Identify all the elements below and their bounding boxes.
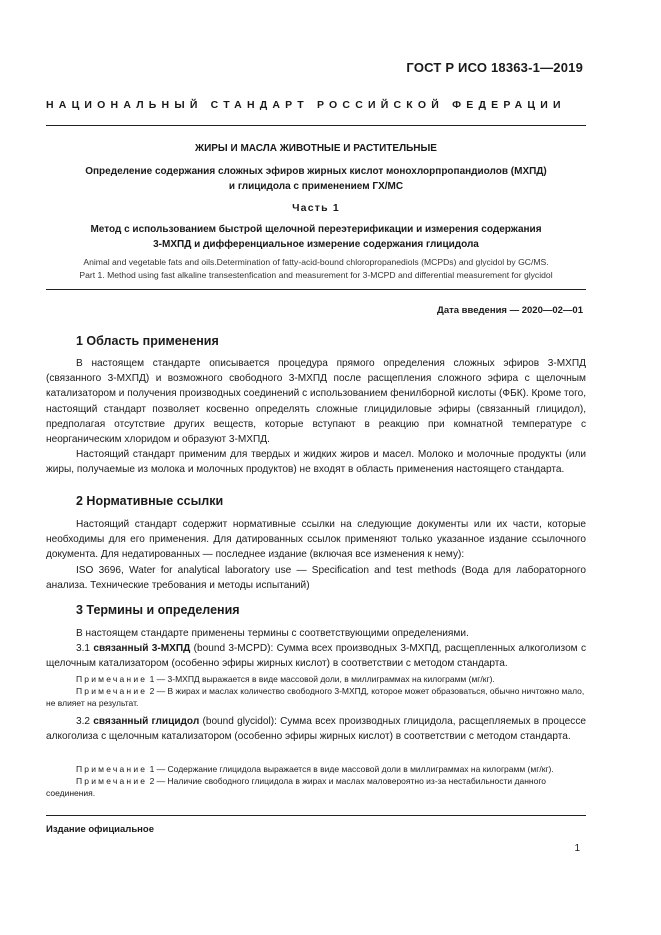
page-number: 1 (574, 843, 580, 854)
method-line-2: 3-МХПД и дифференциальное измерение содержания глицидола (153, 239, 479, 250)
english-line-1: Animal and vegetable fats and oils.Determination of fatty-acid-bound chloropropanediols (MCPDs) and glycidol by GC/MS. (83, 257, 549, 267)
note-3-2-1: Примечание 1 — Содержание глицидола выражается в виде массовой доли в миллиграммах на килограмм (мг/кг). (76, 764, 554, 774)
definition-3-2-text: (bound glycidol): Сумма всех производных глицидола, расщепляемых в процессе алкоголиза с щелочным катализатором (особенно эфиры жирных кислот) в соответствии с методом стандарта. (46, 716, 587, 743)
definition-3-2-number: 3.2 (76, 716, 94, 727)
note-label: Примечание (76, 764, 148, 774)
note-3-1-2: Примечание 2 — В жирах и маслах количество свободного 3-МХПД, которое может образоваться, обычно ничтожно мало, не влияет на результат. (46, 686, 585, 708)
definition-3-1-text: (bound 3-MCPD): Сумма всех производных 3-МХПД, расщепленных алкоголизом с щелочным катализатором (особенно эфиры жирных кислот) в соответствии с методом стандарта. (46, 643, 586, 670)
english-title (46, 256, 586, 281)
section-3-heading: 3 Термины и определения (76, 603, 240, 617)
edition-label: Издание официальное (46, 824, 154, 835)
section-1-paragraph-2: Настоящий стандарт применим для твердых и жидких жиров и масел. Молоко и молочные продукты (или жиры, получаемые из молока и молочных продуктов) не входят в область применения настоящего стандарта. (46, 449, 586, 476)
definition-3-2-notes (46, 763, 586, 799)
standard-banner: НАЦИОНАЛЬНЫЙ СТАНДАРТ РОССИЙСКОЙ ФЕДЕРАЦИИ (46, 99, 566, 111)
subtitle-line-1: Определение содержания сложных эфиров жирных кислот монохлорпропандиолов (МХПД) (85, 166, 547, 177)
note-label: Примечание (76, 674, 148, 684)
title-divider (46, 289, 586, 290)
english-line-2: Part 1. Method using fast alkaline transestenfication and measurement for 3-MCPD and differential measurement for glycidol (79, 269, 553, 280)
definition-3-1 (46, 641, 586, 671)
section-2-reference: ISO 3696, Water for analytical laboratory use — Specification and test methods (Вода для лабораторного анализа. Технические требования и методы испытаний) (46, 564, 586, 591)
footer-divider (46, 815, 586, 816)
note-3-2-2: Примечание 2 — Наличие свободного глицидола в жирах и маслах маловероятно из-за нестабильности данного соединения. (46, 776, 546, 798)
document-number: ГОСТ Р ИСО 18363-1—2019 (406, 60, 583, 75)
section-2-body (46, 517, 586, 593)
main-title: ЖИРЫ И МАСЛА ЖИВОТНЫЕ И РАСТИТЕЛЬНЫЕ (195, 143, 437, 154)
introduction-date: Дата введения — 2020—02—01 (437, 305, 583, 316)
banner-divider (46, 125, 586, 126)
section-1-body (46, 356, 586, 478)
subtitle (46, 164, 586, 194)
definition-3-2 (46, 714, 586, 744)
section-1-paragraph-1: В настоящем стандарте описывается процедура прямого определения сложных эфиров 3-МХПД (связанного 3-МХПД) и возможного свободного 3-МХПД после расщепления сложного эфира с щелочным катализатором и получения производных соединений с использованием фенилборной кислоты (ФБК). Кроме того, настоящий стандарт позволяет косвенно определять сложные глицидиловые эфиры (связанный глицидол), предполагая отсутствие других веществ, которые вступают в реакцию при комнатной температуре с неорганическим хлоридом и образуют 3-МХПД. (46, 358, 587, 446)
section-3-paragraph-1: В настоящем стандарте применены термины с соответствующими определениями. (76, 628, 469, 639)
definition-3-1-number: 3.1 (76, 643, 94, 655)
section-1-heading: 1 Область применения (76, 334, 219, 348)
part-title: Часть 1 (292, 202, 340, 214)
definition-3-1-notes (46, 673, 586, 709)
note-label: Примечание (76, 686, 148, 696)
section-2-paragraph-1: Настоящий стандарт содержит нормативные ссылки на следующие документы или их части, которые необходимы для его применения. Для датированных ссылок применяют только указанное издание ссылочного документа. Для недатированных — последнее издание (включая все изменения к нему): (46, 519, 586, 561)
note-3-1-1: Примечание 1 — 3-МХПД выражается в виде массовой доли, в миллиграммах на килограмм (мг/кг). (76, 674, 495, 684)
section-2-heading: 2 Нормативные ссылки (76, 494, 224, 508)
note-label: Примечание (76, 776, 148, 786)
definition-3-2-term: связанный глицидол (93, 716, 200, 727)
section-3-intro (46, 626, 586, 672)
method-line-1: Метод с использованием быстрой щелочной переэтерификации и измерения содержания (90, 224, 542, 235)
subtitle-line-2: и глицидола с применением ГХ/МС (228, 181, 404, 192)
method-title (46, 222, 586, 252)
definition-3-1-term: связанный 3-МХПД (93, 643, 191, 655)
